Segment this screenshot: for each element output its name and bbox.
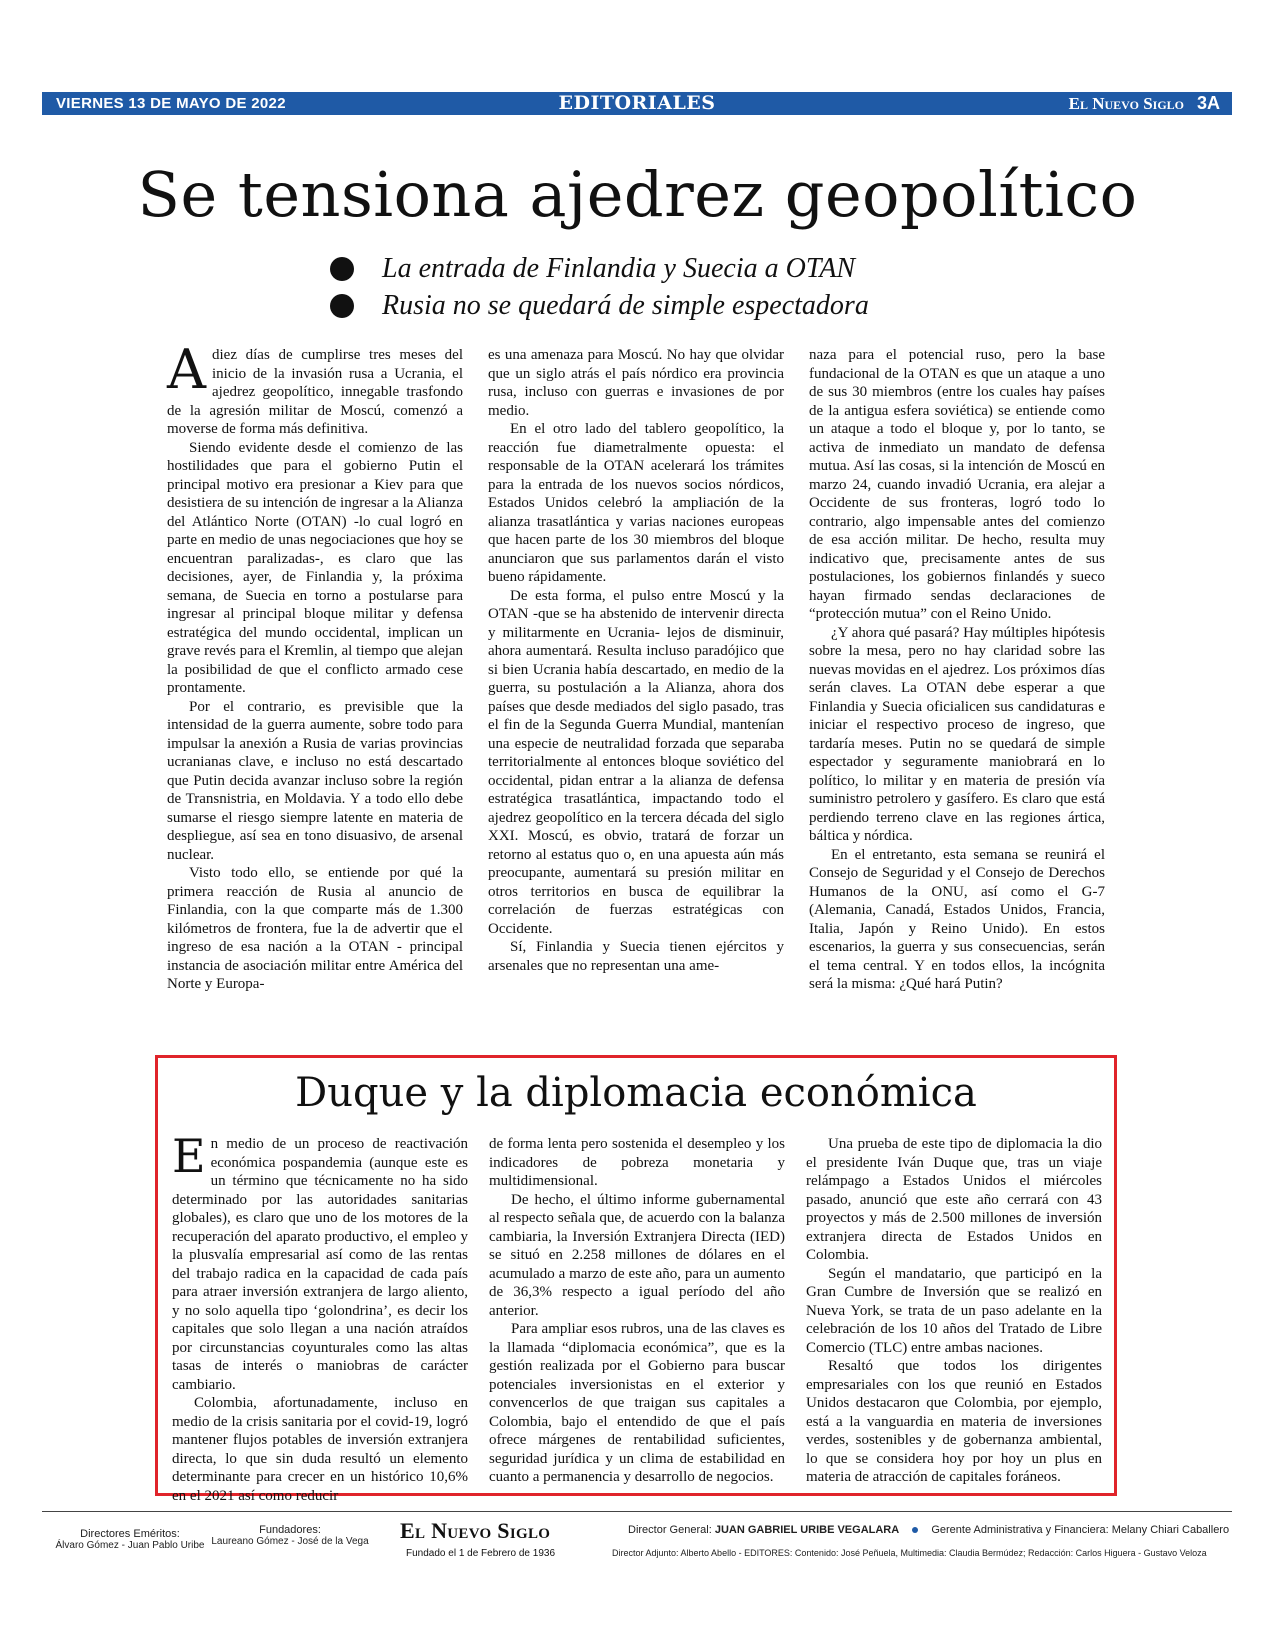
bullet-icon — [330, 294, 354, 318]
main-editorial-subheads — [330, 250, 869, 324]
header-band — [42, 92, 1232, 115]
paragraph: ¿Y ahora qué pasará? Hay múltiples hipótesis sobre la mesa, pero no hay claridad sobre las nuevas movidas en el ajedrez. Los próximos días serán claves. La OTAN debe esperar a que Finlandia y Suecia oficialicen sus candidaturas e iniciar el respectivo proceso de ingreso, que tardaría meses. Putin no se quedará de simple espectador y seguramente maniobrará en lo político, lo militar y en materia de presión vía suministro petrolero y gasífero. Es claro que está perdiendo terreno clave en las regiones ártica, báltica y nórdica. — [809, 624, 1105, 844]
paragraph: Para ampliar esos rubros, una de las claves es la llamada “diplomacia económica”, que es la gestión realizada por el Gobierno para buscar potenciales inversionistas en el exterior y convencerlos de que traigan sus capitales a Colombia, bajo el entendido de que el país ofrece márgenes de rentabilidad suficientes, seguridad jurídica y un clima de estabilidad en cuanto a permanencia y desarrollo de negocios. — [489, 1321, 785, 1485]
text-column-3 — [806, 1135, 1102, 1485]
page-number: 3A — [1196, 93, 1220, 113]
paragraph: es una amenaza para Moscú. No hay que olvidar que un siglo atrás el país nórdico era provincia rusa, incluso con guerras e invasiones de por medio. — [488, 347, 784, 419]
lead-text: diez días de cumplirse tres meses del inicio de la invasión rusa a Ucrania, el ajedrez geopolítico, innegable trasfondo de la agresión militar de Moscú, comenzó a moverse de forma más definitiva. — [167, 347, 463, 437]
issue-date: VIERNES 13 DE MAYO DE 2022 — [56, 95, 286, 112]
subhead-text: Rusia no se quedará de simple espectadora — [382, 289, 869, 321]
boxed-editorial-title: Duque y la diplomacia económica — [295, 1070, 977, 1116]
paragraph: En el otro lado del tablero geopolítico, la reacción fue diametralmente opuesta: el responsable de la OTAN acelerará los trámites para la entrada de los nuevos socios nórdicos, Estados Unidos celebró la ampliación de la alianza trasatlántica y varias naciones europeas que hacen parte de los 30 miembros del bloque anunciaron que sus parlamentos darán el visto bueno rápidamente. — [488, 421, 784, 585]
text-column-1 — [172, 1129, 468, 1504]
boxed-editorial-body — [172, 1129, 1102, 1504]
paragraph: Una prueba de este tipo de diplomacia la dio el presidente Iván Duque que, tras un viaje relámpago a Estados Unidos el miércoles pasado, anunció que este año cerrará con 43 proyectos y más de 2.500 millones de inversión extranjera directa de Estados Unidos en Colombia. — [806, 1136, 1102, 1263]
subhead-item — [330, 287, 869, 324]
main-editorial-title: Se tensiona ajedrez geopolítico — [137, 158, 1138, 231]
directores-names: Álvaro Gómez - Juan Pablo Uribe — [55, 1540, 205, 1551]
paragraph: Resaltó que todos los dirigentes empresariales con los que reunió en Estados Unidos destacaron que Colombia, por ejemplo, está a la vanguardia en materia de inversiones verdes, sostenibles y de gobernanza ambiental, lo que se considera hoy por hoy un plus en materia de atracción de capitales foráneos. — [806, 1358, 1102, 1485]
director-general-name: JUAN GABRIEL URIBE VEGALARA — [714, 1524, 900, 1536]
footer-directores — [55, 1528, 205, 1551]
paragraph: De hecho, el último informe gubernamental al respecto señala que, de acuerdo con la balanza cambiaria, la Inversión Extranjera Directa (IED) se situó en 2.258 millones de dólares en el acumulado a marzo de este año, para un aumento de 36,3% respecto a igual período del año anterior. — [489, 1191, 785, 1319]
lead-text: n medio de un proceso de reactivación económica pospandemia (aunque este es un término que técnicamente no ha sido determinado por las autoridades sanitarias globales), es claro que uno de los motores de la recuperación del aparato productivo, el empleo y la plusvalía empresarial así como de las rentas del trabajo radica en la capacidad de cada país para atraer inversión extranjera de largo aliento, y no solo aquella tipo ‘golondrina’, es decir los capitales que solo llegan a una nación atraídos por circunstancias coyunturales como las altas tasas de interés o maniobras de carácter cambiario. — [172, 1136, 468, 1393]
paragraph: Según el mandatario, que participó en la Gran Cumbre de Inversión que se realizó en Nueva York, se trata de un paso adelante en la celebración de los 10 años del Tratado de Libre Comercio (TLC) entre ambas naciones. — [806, 1265, 1102, 1356]
fundadores-names: Laureano Gómez - José de la Vega — [211, 1536, 369, 1547]
fundadores-label: Fundadores: — [259, 1524, 321, 1536]
paragraph: Siendo evidente desde el comienzo de las hostilidades que para el gobierno Putin el principal motivo era presionar a Kiev para que desistiera de su intención de ingresar a la Alianza del Atlántico Norte (OTAN) -lo cual logró en parte en medio de unas negociaciones que hoy se encuentran paralizadas-, es claro que las decisiones, ayer, de Finlandia y, la próxima semana, de Suecia en torno a postularse para ingresar al principal bloque militar y defensa estratégica del mundo occidental, implican un grave revés para el Kremlin, al tiempo que alejan la posibilidad de que el conflicto armado cese prontamente. — [167, 439, 463, 696]
subhead-text: La entrada de Finlandia y Suecia a OTAN — [382, 252, 856, 284]
separator-dot-icon — [912, 1527, 918, 1533]
paragraph: Sí, Finlandia y Suecia tienen ejércitos y arsenales que no representan una ame- — [488, 939, 784, 974]
drop-cap: E — [172, 1129, 206, 1183]
director-general-label: Director General: — [628, 1524, 712, 1536]
directores-label: Directores Eméritos: — [80, 1528, 180, 1540]
footer-brand: El Nuevo Siglo — [400, 1518, 551, 1543]
text-column-2 — [489, 1135, 785, 1485]
paragraph: de forma lenta pero sostenida el desempleo y los indicadores de pobreza monetaria y multidimensional. — [489, 1136, 785, 1189]
paragraph: De esta forma, el pulso entre Moscú y la OTAN -que se ha abstenido de intervenir directa y militarmente en Ucrania- lejos de disminuir, ahora aumentará. Resulta incluso paradójico que si bien Ucrania había descartado, en medio de la guerra, su postulación a la Alianza, ahora dos países que desde mediados del siglo pasado, tras el fin de la Segunda Guerra Mundial, mantenían una especie de neutralidad forzada que separaba territorialmente al entonces bloque soviético del occidental, pidan entrar a la alianza de defensa estratégica trasatlántica, impactando todo el ajedrez geopolítico en la tercera década del siglo XXI. Moscú, es obvio, tratará de forzar un retorno al estatus quo o, en una apuesta aún más preocupante, aumentará su presión militar en otros territorios en busca de equilibrar la correlación de fuerzas estratégicas con Occidente. — [488, 587, 784, 937]
text-column-1 — [167, 338, 463, 1046]
lead-paragraph — [167, 338, 463, 439]
paragraph: Colombia, afortunadamente, incluso en medio de la crisis sanitaria por el covid-19, logró mantener flujos potables de inversión extranjera directa, lo que sin duda resultó un elemento determinante para crecer en un histórico 10,6% en el 2021 así como reducir — [172, 1395, 468, 1504]
footer-founded: Fundado el 1 de Febrero de 1936 — [406, 1548, 555, 1559]
paragraph: Visto todo ello, se entiende por qué la primera reacción de Rusia al anuncio de Finlandia, con la que comparte más de 1.300 kilómetros de frontera, fue la de advertir que el ingreso de esa nación a la OTAN - principal instancia de asociación militar entre América del Norte y Europa- — [167, 865, 463, 992]
section-title: EDITORIALES — [558, 92, 716, 114]
text-column-3 — [809, 346, 1105, 1046]
paragraph: En el entretanto, esta semana se reunirá el Consejo de Seguridad y el Consejo de Derechos Humanos de la ONU, así como el G-7 (Alemania, Canadá, Estados Unidos, Francia, Italia, Japón y Reino Unido). En estos escenarios, la guerra y sus consecuencias, serán el tema central. Y en todos ellos, la incógnita será la misma: ¿Qué hará Putin? — [809, 846, 1105, 992]
text-column-2 — [488, 346, 784, 1046]
main-editorial-body — [167, 338, 1105, 1046]
footer-staff — [612, 1548, 1207, 1558]
subhead-item — [330, 250, 869, 287]
drop-cap: A — [167, 338, 206, 401]
gerente-label: Gerente Administrativa y Financiera: — [931, 1524, 1109, 1536]
paragraph: naza para el potencial ruso, pero la base fundacional de la OTAN es que un ataque a uno de sus 30 miembros (entre los cuales hay países de la antigua esfera soviética) se entiende como un ataque a todo el bloque y, por lo tanto, se activa de inmediato un mandato de defensa mutua. Así las cosas, si la intención de Moscú en marzo 24, cuando invadió Ucrania, era alejar a Occidente de sus fronteras, logró todo lo contrario, algo impensable antes del comienzo de esa acción militar. De hecho, resulta muy indicativo que, precisamente antes de sus postulaciones, los gobiernos finlandés y sueco hayan firmado sendas declaraciones de “protección mutua” con el Reino Unido. — [809, 347, 1105, 622]
footer-management — [628, 1524, 1229, 1536]
boxed-editorial — [155, 1055, 1117, 1504]
gerente-name: Melany Chiari Caballero — [1111, 1524, 1230, 1536]
paragraph: Por el contrario, es previsible que la intensidad de la guerra aumente, sobre todo para impulsar la anexión a Rusia de varias provincias ucranianas clave, e incluso no está descartado que Putin decida avanzar incluso sobre la región de Transnistria, en Moldavia. Y a todo ello debe sumarse el riesgo siempre latente en materia de despliegue, así sea en tono disuasivo, de arsenal nuclear. — [167, 698, 463, 863]
bullet-icon — [330, 257, 354, 281]
footer-divider — [42, 1511, 1232, 1512]
footer-fundadores — [205, 1524, 375, 1547]
lead-paragraph — [172, 1129, 468, 1394]
staff-line: Director Adjunto: Alberto Abello - EDITORES: Contenido: José Peñuela, Multimedia: Claudia Bermúdez; Redacción: Carlos Higuera - Gustavo Veloza — [612, 1548, 1207, 1558]
masthead-brand: El Nuevo Siglo — [1068, 94, 1184, 113]
